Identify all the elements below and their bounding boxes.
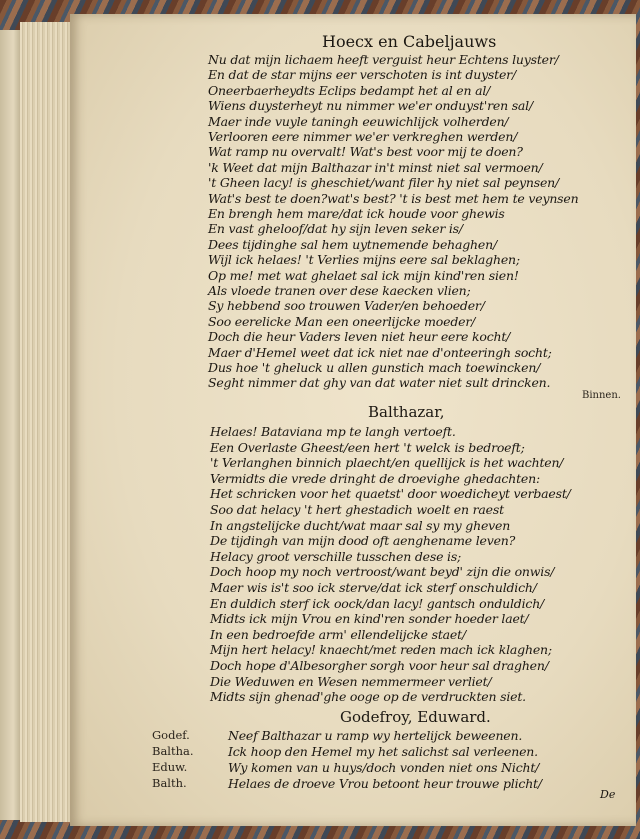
speaker-abbrev: Baltha. (152, 744, 194, 758)
verse-line: Vermidts die vrede dringht de droevighe ghedachten: (210, 470, 540, 486)
verse-line: Die Weduwen en Wesen nemmermeer verliet/ (210, 673, 492, 689)
verse-line: Helaes! Bataviana mp te langh vertoeft. (210, 424, 456, 439)
verse-line: Op me! met wat ghelaet sal ick mijn kind'ren sien! (208, 267, 519, 283)
verse-line: Wiens duysterheyt nu nimmer we'er onduyst'ren sal/ (208, 98, 533, 114)
verse-line: Wijl ick helaes! 't Verlies mijns eere sal beklaghen; (208, 252, 520, 268)
running-header: Hoecx en Cabeljauws (322, 32, 497, 51)
verse-line: Doch hope d'Albesorgher sorgh voor heur sal draghen/ (210, 658, 549, 673)
verse-line: Als vloede tranen over dese kaecken vlien; (208, 283, 471, 298)
stage-direction: Binnen. (582, 390, 621, 401)
verse-line: Het schricken voor het quaetst' door woedicheyt verbaest/ (210, 486, 571, 502)
dialogue-line: Neef Balthazar u ramp wy hertelijck beweenen. (228, 728, 523, 743)
verse-line: Maer d'Hemel weet dat ick niet nae d'onteeringh socht; (208, 344, 552, 360)
verse-line: In angstelijcke ducht/wat maar sal sy my gheven (210, 517, 511, 533)
verse-line: Dus hoe 't gheluck u allen gunstich mach toewincken/ (208, 360, 541, 375)
verse-line: Een Overlaste Gheest/een hert 't welck is bedroeft; (210, 439, 525, 455)
verse-line: Nu dat mijn lichaem heeft verguist heur Echtens luyster/ (208, 52, 559, 67)
speaker-abbrev: Godef. (152, 728, 190, 742)
dialogue-line: Ick hoop den Hemel my het salichst sal verleenen. (228, 744, 538, 759)
verse-line: 't Verlanghen binnich plaecht/en quellijck is het wachten/ (210, 455, 564, 471)
verse-line: Doch hoop my noch vertroost/want beyd' zijn die onwis/ (210, 564, 555, 580)
verse-line: Midts ick mijn Vrou en kind'ren sonder hoeder laet/ (210, 611, 529, 627)
speaker-abbrev: Balth. (152, 776, 187, 790)
verse-line: Doch die heur Vaders leven niet heur eere kocht/ (208, 329, 511, 345)
speaker-heading-group: Godefroy, Eduward. (340, 708, 491, 726)
dialogue-line: Wy komen van u huys/doch vonden niet ons Nicht/ (228, 760, 540, 775)
catchword: De (600, 788, 616, 801)
verse-line: Soo eerelicke Man een oneerlijcke moeder/ (208, 313, 476, 329)
verse-line: Oneerbaerheydts Eclips bedampt het al en al/ (208, 82, 491, 98)
verse-line: En brengh hem mare/dat ick houde voor ghewis (208, 206, 505, 221)
verse-line: Midts sijn ghenad'ghe ooge op de verdruckten siet. (210, 689, 526, 705)
verse-line: Helacy groot verschille tusschen dese is; (210, 548, 462, 564)
verse-line: En duldich sterf ick oock/dan lacy! gantsch onduldich/ (210, 595, 545, 611)
verse-line: Maer wis is't soo ick sterve/dat ick sterf onschuldich/ (210, 580, 537, 595)
verse-line: Sy hebbend soo trouwen Vader/en behoeder/ (208, 298, 485, 314)
verse-line: Seght nimmer dat ghy van dat water niet sult drincken. (208, 375, 551, 391)
verse-line: En dat de star mijns eer verschoten is int duyster/ (208, 67, 516, 83)
dialogue-line: Helaes de droeve Vrou betoont heur trouwe plicht/ (228, 776, 542, 791)
verse-line: Maer inde vuyle taningh eeuwichlijck volherden/ (208, 113, 509, 129)
verse-line: 't Gheen lacy! is gheschiet/want filer hy niet sal peynsen/ (208, 175, 560, 191)
verse-line: In een bedroefde arm' ellendelijcke staet/ (210, 626, 466, 642)
verse-line: Wat ramp nu overvalt! Wat's best voor mij te doen? (208, 144, 523, 160)
verse-line: 'k Weet dat mijn Balthazar in't minst niet sal vermoen/ (208, 159, 543, 175)
page-edges (20, 22, 74, 822)
verse-line: Dees tijdinghe sal hem uytnemende behaghen/ (208, 236, 497, 252)
verse-line: En vast gheloof/dat hy sijn leven seker is/ (208, 221, 463, 237)
speaker-heading-balthazar: Balthazar, (368, 403, 445, 421)
verse-line: Verlooren eere nimmer we'er verkreghen werden/ (208, 129, 518, 144)
verse-line: Mijn hert helacy! knaecht/met reden mach ick klaghen; (210, 642, 552, 658)
speaker-abbrev: Eduw. (152, 760, 188, 774)
verse-line: Wat's best te doen?wat's best? 't is best met hem te veynsen (208, 190, 579, 206)
verse-line: De tijdingh van mijn dood oft aenghename leven? (210, 533, 516, 549)
verse-line: Soo dat helacy 't hert ghestadich woelt en raest (210, 502, 504, 517)
